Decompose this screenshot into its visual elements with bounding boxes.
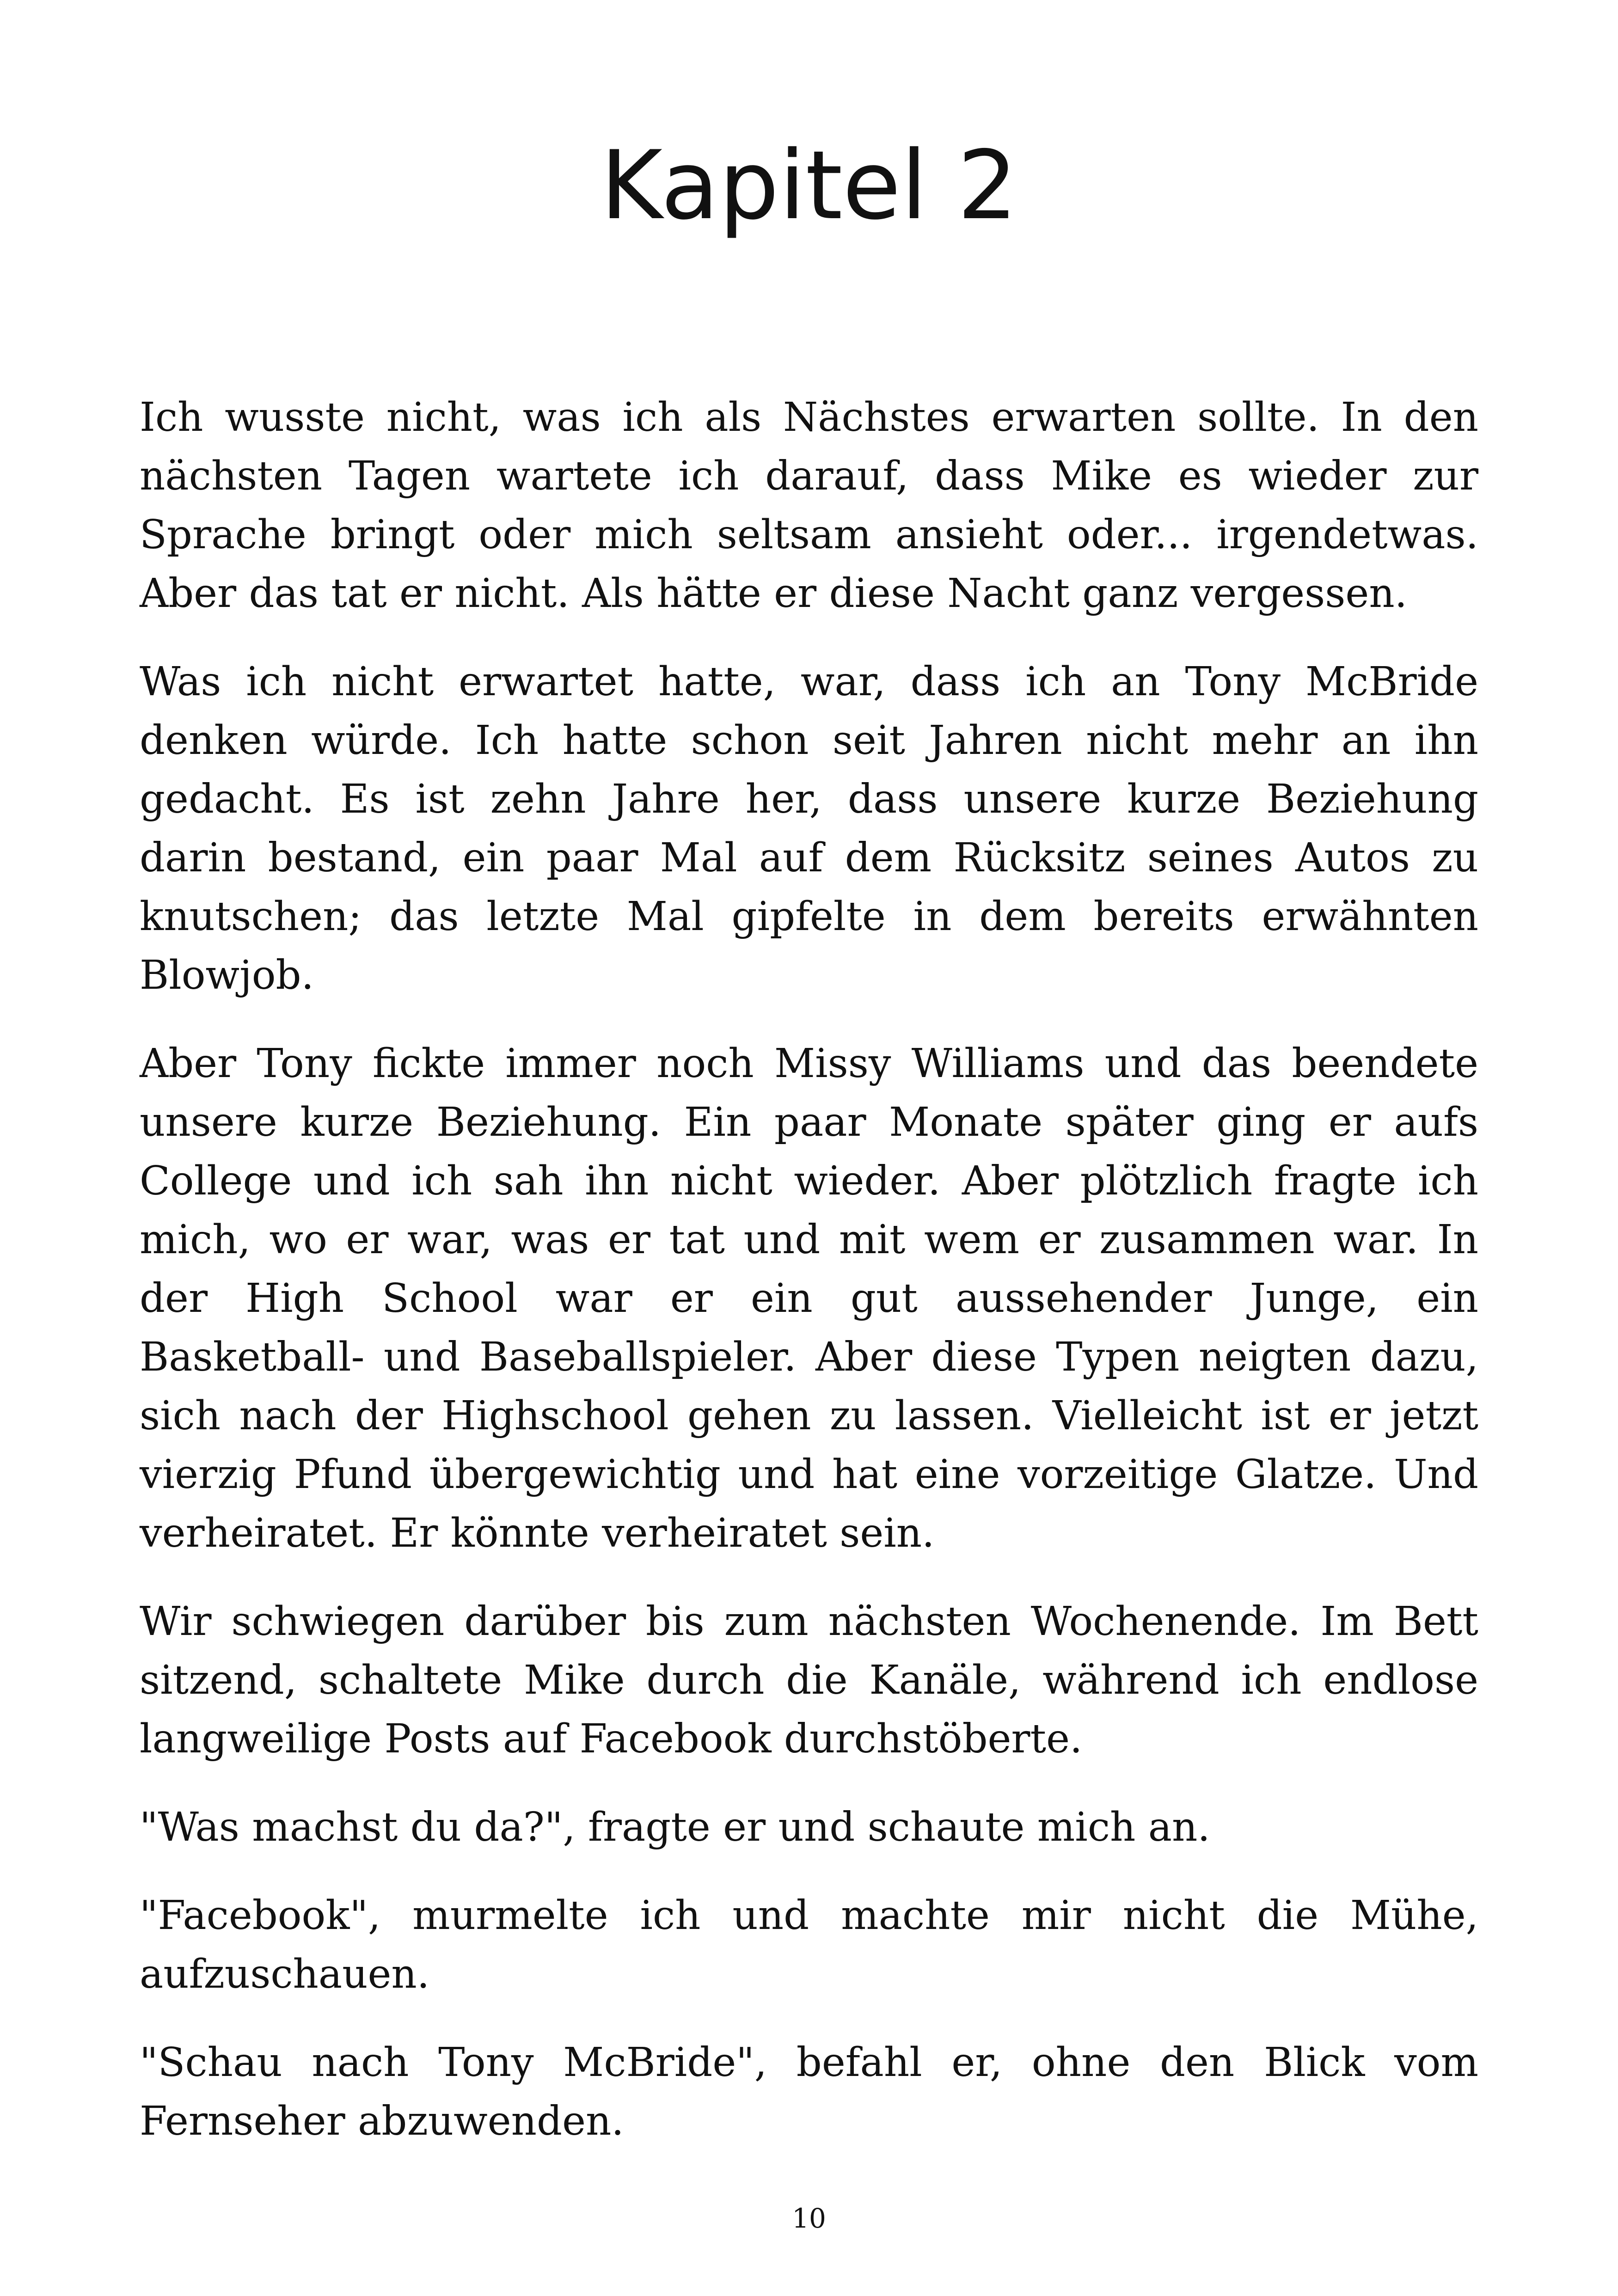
paragraph: Was ich nicht erwartet hatte, war, dass ich an Tony McBride denken würde. Ich hatte schon seit Jahren nicht mehr an ihn gedacht. Es ist zehn Jahre her, dass unsere kurze Beziehung darin bestand, ein paar Mal auf dem Rücksitz seines Autos zu knutschen; das letzte Mal gipfelte in dem bereits erwähnten Blowjob. xyxy=(140,659,1478,998)
paragraph: Wir schwiegen darüber bis zum nächsten Wochenende. Im Bett sitzend, schaltete Mike durch die Kanäle, während ich endlose langweilige Posts auf Facebook durchstöberte. xyxy=(140,1598,1478,1762)
chapter-title: Kapitel 2 xyxy=(600,131,1018,241)
paragraph: Aber Tony fickte immer noch Missy Williams und das beendete unsere kurze Beziehung. Ein paar Monate später ging er aufs College und ich sah ihn nicht wieder. Aber plötzlich fragte ich mich, wo er war, was er tat und mit wem er zusammen war. In der High School war er ein gut aussehender Junge, ein Basketball- und Baseballspieler. Aber diese Typen neigten dazu, sich nach der Highschool gehen zu lassen. Vielleicht ist er jetzt vierzig Pfund übergewichtig und hat eine vorzeitige Glatze. Und verheiratet. Er könnte verheiratet sein. xyxy=(140,1041,1478,1556)
body-text xyxy=(140,388,1478,2180)
paragraph: "Facebook", murmelte ich und machte mir nicht die Mühe, aufzuschauen. xyxy=(140,1892,1478,1997)
paragraph: "Was machst du da?", fragte er und schaute mich an. xyxy=(140,1804,1210,1850)
paragraph: Ich wusste nicht, was ich als Nächstes erwarten sollte. In den nächsten Tagen wartete ich darauf, dass Mike es wieder zur Sprache bringt oder mich seltsam ansieht oder... irgendetwas. Aber das tat er nicht. Als hätte er diese Nacht ganz vergessen. xyxy=(140,394,1478,617)
page-number: 10 xyxy=(792,2203,826,2234)
paragraph: "Schau nach Tony McBride", befahl er, ohne den Blick vom Fernseher abzuwenden. xyxy=(140,2039,1478,2144)
